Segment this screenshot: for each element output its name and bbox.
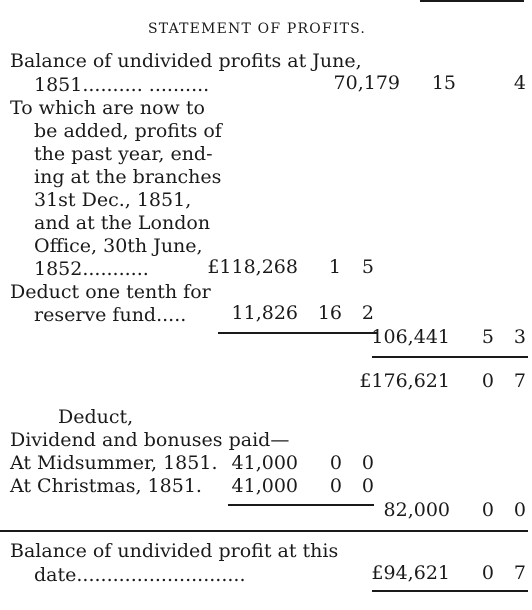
christmas-shillings: 0 [329,475,342,497]
net-pounds: 106,441 [371,326,450,348]
reserve-pence: 2 [361,302,374,324]
balance-label-line-2: 1851.......... .......... [34,74,210,96]
net-shillings: 5 [481,326,494,348]
total-pounds: £176,621 [359,370,450,392]
total-pence: 7 [513,370,526,392]
add-line-7: Office, 30th June, [34,235,203,257]
add-line-2: be added, profits of [34,120,222,142]
statement-title: STATEMENT OF PROFITS. [148,21,367,37]
dividends-shillings: 0 [481,499,494,521]
christmas-pounds: 41,000 [231,475,298,497]
add-pounds: £118,268 [207,256,298,278]
christmas-pence: 0 [361,475,374,497]
total-shillings: 0 [481,370,494,392]
dividend-heading: Dividend and bonuses paid— [10,429,290,451]
final-label-line-1: Balance of undivided profit at this [10,540,339,562]
balance-shillings: 15 [431,72,456,94]
balance-label-line-1: Balance of undivided profits at June, [10,50,362,72]
dividends-rule [228,504,374,506]
dividends-pence: 0 [513,499,526,521]
midsummer-label: At Midsummer, 1851. [10,452,218,474]
midsummer-pounds: 41,000 [231,452,298,474]
final-label-line-2: date............................ [34,564,246,586]
dividends-pounds: 82,000 [383,499,450,521]
midsummer-pence: 0 [361,452,374,474]
add-line-8: 1852........... [34,258,149,280]
add-line-4: ing at the branches [34,166,222,188]
net-pence: 3 [513,326,526,348]
add-line-3: the past year, end- [34,143,213,165]
final-top-rule [0,530,528,532]
christmas-label: At Christmas, 1851. [10,475,202,497]
reserve-shillings: 16 [317,302,342,324]
add-pence: 5 [361,256,374,278]
reserve-pounds: 11,826 [231,302,298,324]
reserve-label-line-2: reserve fund..... [34,304,187,326]
final-bottom-rule [372,590,528,592]
final-shillings: 0 [481,562,494,584]
final-pounds: £94,621 [371,562,450,584]
final-pence: 7 [513,562,526,584]
add-line-6: and at the London [34,212,211,234]
deduct-heading: Deduct, [58,406,134,428]
balance-pence: 4 [513,72,526,94]
subtotal-rule [218,332,378,334]
add-line-5: 31st Dec., 1851, [34,189,192,211]
balance-pounds: 70,179 [333,72,400,94]
reserve-label-line-1: Deduct one tenth for [10,281,211,303]
top-rule [420,0,524,2]
midsummer-shillings: 0 [329,452,342,474]
add-shillings: 1 [328,256,341,278]
total-rule [372,356,528,358]
add-line-1: To which are now to [10,97,205,119]
